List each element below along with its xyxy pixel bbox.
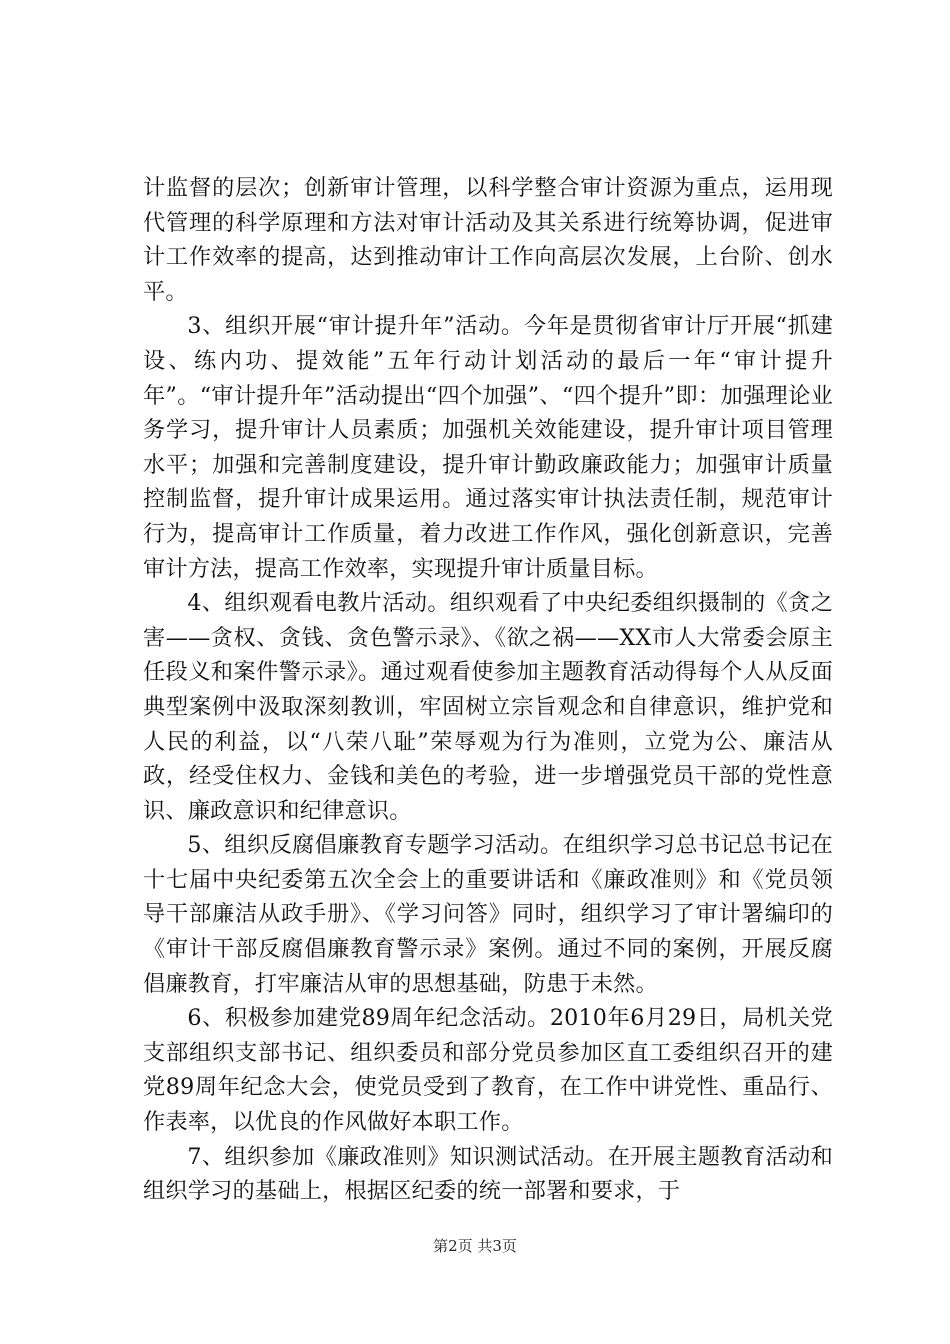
paragraph-continuation: 计监督的层次；创新审计管理，以科学整合审计资源为重点，运用现代管理的科学原理和方法对审计活动及其关系进行统筹协调，促进审计工作效率的提高，达到推动审计工作向高层次发展，上台阶、创水平。 (143, 175, 833, 305)
paragraph-item-6: 6、积极参加建党89周年纪念活动。2010年6月29日，局机关党支部组织支部书记、组织委员和部分党员参加区直工委组织召开的建党89周年纪念大会，使党员受到了教育，在工作中讲党性、重品行、作表率，以优良的作风做好本职工作。 (143, 1005, 833, 1136)
paragraph-item-5: 5、组织反腐倡廉教育专题学习活动。在组织学习总书记总书记在十七届中央纪委第五次全会上的重要讲话和《廉政准则》和《党员领导干部廉洁从政手册》、《学习问答》同时，组织学习了审计署编印的《审计干部反腐倡廉教育警示录》案例。通过不同的案例，开展反腐倡廉教育，打牢廉洁从审的思想基础，防患于未然。 (143, 832, 833, 997)
page-footer: 第2页 共3页 (433, 1237, 517, 1255)
paragraph-item-4: 4、组织观看电教片活动。组织观看了中央纪委组织摄制的《贪之害——贪权、贪钱、贪色警示录》、《欲之祸——XX市人大常委会原主任段义和案件警示录》。通过观看使参加主题教育活动得每个人从反面典型案例中汲取深刻教训，牢固树立宗旨观念和自律意识，维护党和人民的利益，以“八荣八耻”荣辱观为行为准则，立党为公、廉洁从政，经受住权力、金钱和美色的考验，进一步增强党员干部的党性意识、廉政意识和纪律意识。 (143, 590, 833, 824)
paragraph-item-3: 3、组织开展“审计提升年”活动。今年是贯彻省审计厅开展“抓建设、练内功、提效能”五年行动计划活动的最后一年“审计提升年”。“审计提升年”活动提出“四个加强”、“四个提升”即：加强理论业务学习，提升审计人员素质；加强机关效能建设，提升审计项目管理水平；加强和完善制度建设，提升审计勤政廉政能力；加强审计质量控制监督，提升审计成果运用。通过落实审计执法责任制，规范审计行为，提高审计工作质量，着力改进工作作风，强化创新意识，完善审计方法，提高工作效率，实现提升审计质量目标。 (143, 313, 833, 582)
document-body (143, 171, 833, 1209)
paragraph-item-7: 7、组织参加《廉政准则》知识测试活动。在开展主题教育活动和组织学习的基础上，根据区纪委的统一部署和要求，于 (143, 1143, 833, 1205)
